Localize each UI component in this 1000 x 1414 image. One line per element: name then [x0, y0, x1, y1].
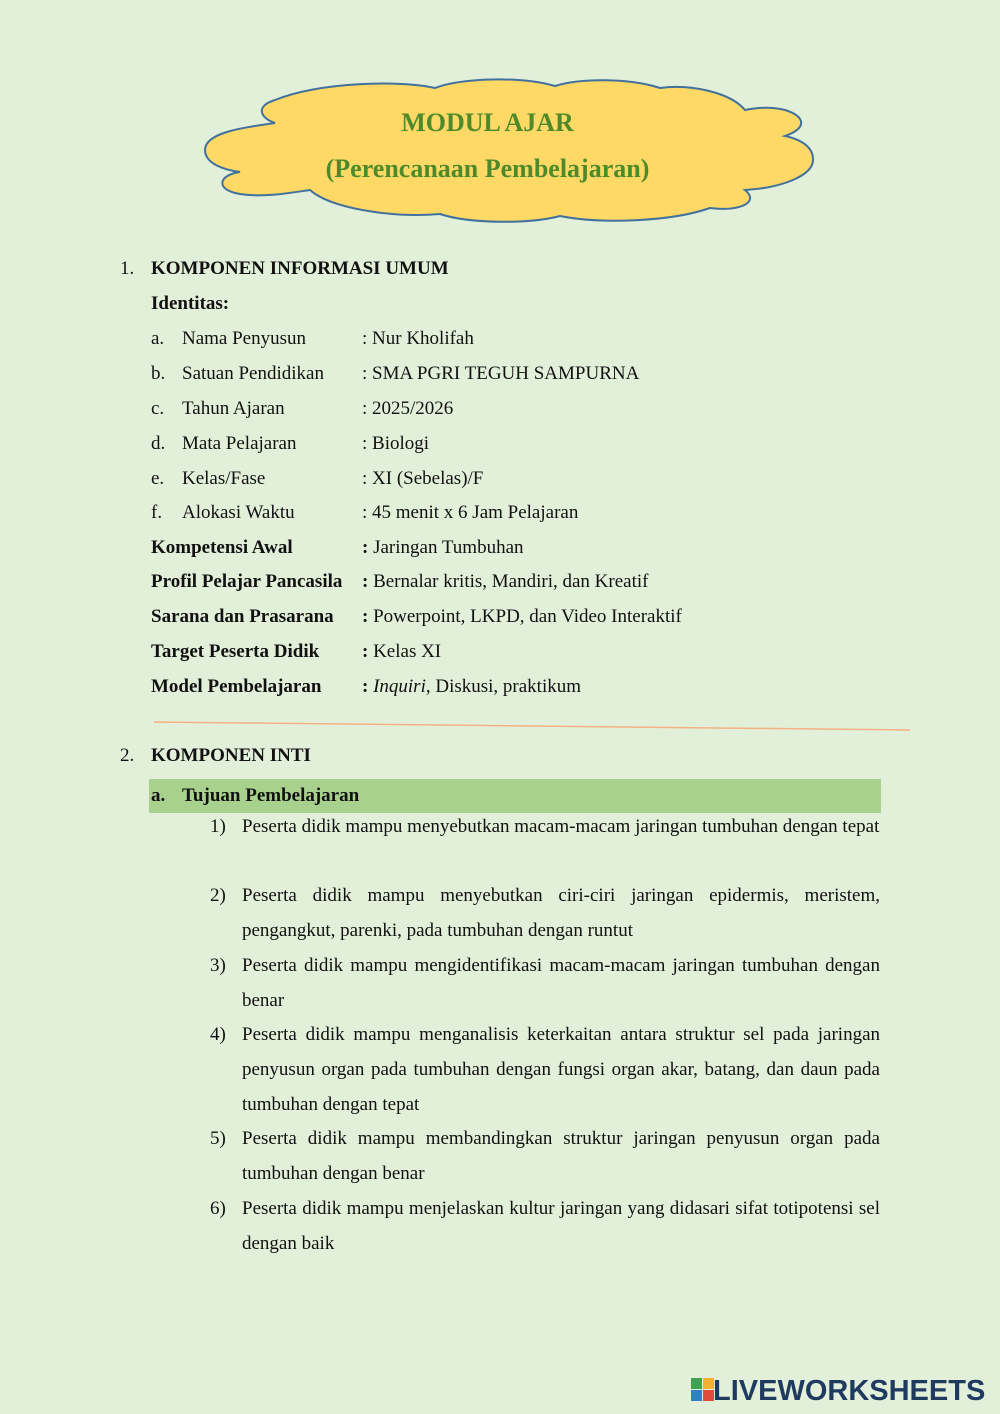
section-number: 2. [120, 745, 135, 766]
detail-label: Target Peserta Didik [151, 641, 320, 662]
detail-value: Bernalar kritis, Mandiri, dan Kreatif [373, 571, 649, 592]
detail-value: Kelas XI [373, 641, 442, 662]
row-value: : 45 menit x 6 Jam Pelajaran [362, 502, 579, 523]
row-letter: b. [151, 363, 166, 384]
section-title: KOMPONEN INFORMASI UMUM [151, 258, 449, 279]
goal-text: Peserta didik mampu menjelaskan kultur jaringan yang didasari sifat totipotensi sel dengan baik [242, 1198, 880, 1254]
detail-value-italic: Inquiri [373, 676, 426, 697]
liveworksheets-logo[interactable] [691, 1376, 991, 1406]
goal-number: 6) [210, 1198, 226, 1219]
goal-item [210, 948, 880, 1018]
detail-value: Powerpoint, LKPD, dan Video Interaktif [373, 606, 682, 627]
detail-label: Model Pembelajaran [151, 676, 322, 697]
subsection-letter: a. [151, 785, 166, 806]
row-value: : Nur Kholifah [362, 328, 474, 349]
row-label: Tahun Ajaran [182, 398, 285, 419]
goal-text: Peserta didik mampu menyebutkan macam-macam jaringan tumbuhan dengan tepat [242, 816, 880, 837]
row-letter: d. [151, 433, 166, 454]
row-letter: f. [151, 502, 163, 523]
goal-number: 2) [210, 885, 226, 906]
module-title: MODUL AJAR [401, 108, 574, 137]
module-subtitle: (Perencanaan Pembelajaran) [325, 154, 650, 183]
section-2-heading [120, 745, 311, 767]
section-number: 1. [120, 258, 135, 279]
goal-number: 4) [210, 1024, 226, 1045]
goal-item [210, 878, 880, 948]
goal-text: Peserta didik mampu mengidentifikasi macam-macam jaringan tumbuhan dengan benar [242, 955, 880, 1011]
detail-label: Sarana dan Prasarana [151, 606, 334, 627]
section-title: KOMPONEN INTI [151, 745, 311, 766]
row-value: : SMA PGRI TEGUH SAMPURNA [362, 363, 640, 384]
goal-item [210, 1017, 880, 1122]
goal-text: Peserta didik mampu menganalisis keterkaitan antara struktur sel pada jaringan penyusun organ pada tumbuhan dengan fungsi organ akar, batang, dan daun pada tumbuhan dengan tepat [242, 1024, 880, 1115]
detail-label: Kompetensi Awal [151, 537, 293, 558]
goal-text: Peserta didik mampu menyebutkan ciri-ciri jaringan epidermis, meristem, pengangkut, parenki, pada tumbuhan dengan runtut [242, 885, 880, 941]
row-label: Alokasi Waktu [182, 502, 295, 523]
goal-number: 1) [210, 816, 226, 837]
detail-row: Profil Pelajar Pancasila : Bernalar kritis, Mandiri, dan Kreatif [151, 569, 649, 595]
row-value: : 2025/2026 [362, 398, 454, 419]
row-letter: e. [151, 468, 165, 489]
detail-label: Profil Pelajar Pancasila [151, 571, 343, 592]
detail-value: Jaringan Tumbuhan [373, 537, 524, 558]
goal-text: Peserta didik mampu membandingkan struktur jaringan penyusun organ pada tumbuhan dengan benar [242, 1128, 880, 1184]
row-label: Nama Penyusun [182, 328, 307, 349]
goal-item [210, 1121, 880, 1191]
row-letter: c. [151, 398, 165, 419]
detail-row: Sarana dan Prasarana : Powerpoint, LKPD, dan Video Interaktif [151, 604, 682, 630]
row-value: : XI (Sebelas)/F [362, 468, 484, 489]
detail-row: Target Peserta Didik : Kelas XI [151, 639, 441, 665]
detail-value: , Diskusi, praktikum [425, 676, 582, 697]
goal-number: 3) [210, 955, 226, 976]
goal-item [210, 809, 880, 844]
logo-brand-text: LIVEWORKSHEETS [713, 1375, 986, 1407]
subsection-heading [151, 779, 359, 813]
identity-label: Identitas: [151, 293, 230, 314]
detail-row: Model Pembelajaran : Inquiri, Diskusi, praktikum [151, 674, 581, 700]
row-value: : Biologi [362, 433, 430, 454]
row-label: Mata Pelajaran [182, 433, 297, 454]
row-label: Kelas/Fase [182, 468, 266, 489]
subsection-title: Tujuan Pembelajaran [182, 785, 360, 806]
liveworksheets-logo-icon [691, 1378, 715, 1402]
goal-item [210, 1191, 880, 1261]
detail-row: Kompetensi Awal : Jaringan Tumbuhan [151, 535, 524, 561]
row-letter: a. [151, 328, 165, 349]
row-label: Satuan Pendidikan [182, 363, 324, 384]
goal-number: 5) [210, 1128, 226, 1149]
